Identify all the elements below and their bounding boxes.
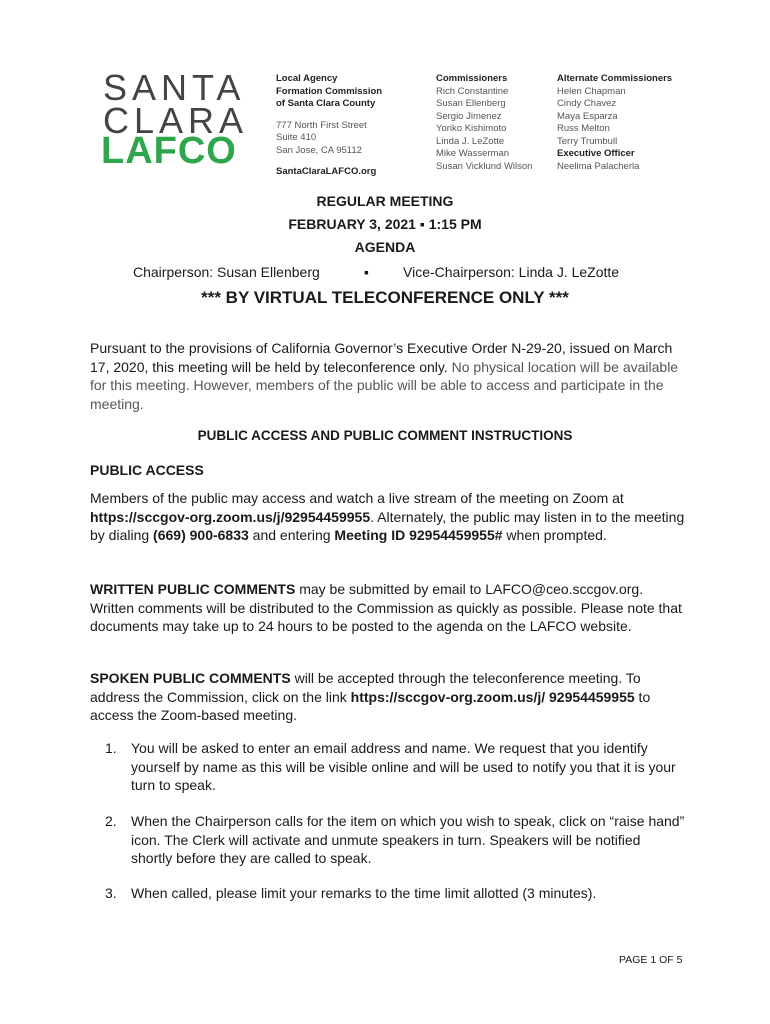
zoom-link[interactable]: https://sccgov-org.zoom.us/j/92954459955 (90, 508, 371, 525)
commissioners-heading: Commissioners (436, 73, 508, 84)
public-access-text: and entering (248, 527, 335, 543)
commissioner-name: Yoriko Kishimoto (436, 123, 507, 134)
alternate-name: Cindy Chavez (557, 98, 617, 109)
logo-santa-text: SANTA (103, 67, 246, 108)
list-item (105, 884, 685, 903)
agency-address-line1: 777 North First Street (276, 119, 367, 131)
list-item-text: When the Chairperson calls for the item on which you wish to speak, click on “raise hand” icon. The Clerk will activate and unmute speakers in turn. Speakers will be notified shortly before they are called to speak. (131, 813, 685, 866)
logo-clara-text: CLARA (103, 100, 249, 141)
spoken-zoom-link[interactable]: https://sccgov-org.zoom.us/j/ 92954459955 (350, 688, 635, 705)
commissioner-name: Rich Constantine (436, 85, 509, 97)
agency-name-line2: Formation Commission (276, 85, 383, 97)
meeting-id: Meeting ID 92954459955# (334, 527, 503, 543)
written-comments-text: may be submitted by email to LAFCO@ceo.sccgov.org. Written comments will be distributed to the Commission as quickly as possible. Please note that documents may take up to 24 hours to be posted to the agenda on the LAFCO website. (90, 581, 682, 634)
list-item-text: You will be asked to enter an email address and name. We request that you identify yourself by name as this will be visible online and will be used to notify you that it is your turn to speak. (131, 740, 676, 793)
agency-website[interactable]: SantaClaraLAFCO.org (276, 166, 377, 177)
agency-address-line2: Suite 410 (276, 132, 317, 143)
agency-name-line1: Local Agency (276, 73, 338, 84)
agency-info (276, 73, 426, 179)
agency-address-line3: San Jose, CA 95112 (276, 144, 362, 156)
list-item-number: 2. (105, 813, 117, 829)
written-comments-heading: WRITTEN PUBLIC COMMENTS (90, 581, 296, 597)
commissioner-name: Susan Ellenberg (436, 98, 506, 109)
meeting-type: REGULAR MEETING (316, 193, 454, 209)
alternates-list (557, 73, 687, 173)
public-access-text: Members of the public may access and watch a live stream of the meeting on Zoom at (90, 490, 624, 506)
spoken-comments-text: will be accepted through the teleconference meeting. To address the Commission, click on the link (90, 670, 641, 705)
alternate-name: Maya Esparza (557, 110, 618, 122)
page-number: PAGE 1 OF 5 (619, 954, 683, 966)
vice-chairperson: Vice-Chairperson: Linda J. LeZotte (403, 264, 620, 280)
list-item-number: 3. (105, 885, 117, 901)
alternate-name: Helen Chapman (557, 85, 626, 97)
executive-officer-heading: Executive Officer (557, 148, 635, 159)
meeting-date: FEBRUARY 3, 2021 ▪ 1:15 PM (288, 216, 482, 232)
commissioner-name: Mike Wasserman (436, 148, 510, 159)
alternate-name: Russ Melton (557, 123, 610, 134)
public-access-paragraph (90, 489, 685, 545)
chairperson: Chairperson: Susan Ellenberg (133, 264, 320, 280)
public-access-text: when prompted. (502, 527, 607, 543)
list-item-number: 1. (105, 740, 117, 756)
commissioner-name: Linda J. LeZotte (436, 135, 505, 147)
commissioners-list (436, 73, 551, 173)
list-item (105, 812, 685, 868)
intro-text-secondary: No physical location will be available for this meeting. However, members of the public will be able to access and participate in the meeting. (90, 358, 679, 412)
executive-officer-name: Neelima Palacherla (557, 160, 640, 172)
spoken-comments-paragraph (90, 669, 685, 725)
alternate-name: Terry Trumbull (557, 135, 618, 147)
list-item-text: When called, please limit your remarks to the time limit allotted (3 minutes). (131, 885, 597, 901)
intro-text-main: Pursuant to the provisions of California Governor’s Executive Order N-29-20, issued on March 17, 2020, this meeting will be held by teleconference only. (90, 340, 673, 375)
logo-lafco-text: LAFCO (101, 130, 237, 172)
dial-in-phone: (669) 900-6833 (153, 527, 249, 543)
commissioner-name: Sergio Jimenez (436, 110, 502, 122)
intro-paragraph (90, 339, 685, 413)
commissioner-name: Susan Vicklund Wilson (436, 160, 533, 172)
instructions-heading: PUBLIC ACCESS AND PUBLIC COMMENT INSTRUCTIONS (197, 428, 573, 443)
public-access-heading: PUBLIC ACCESS (90, 462, 204, 478)
chairs-separator: ▪ (364, 264, 369, 280)
virtual-notice: *** BY VIRTUAL TELECONFERENCE ONLY *** (201, 288, 569, 307)
list-item (105, 739, 685, 795)
agenda-title: AGENDA (354, 239, 416, 255)
spoken-comments-text: to access the Zoom-based meeting. (90, 688, 651, 723)
written-comments-paragraph (90, 580, 685, 636)
agency-name-line3: of Santa Clara County (276, 98, 376, 109)
public-access-text: . Alternately, the public may listen in to the meeting by dialing (90, 508, 685, 543)
spoken-comments-heading: SPOKEN PUBLIC COMMENTS (90, 670, 291, 686)
alternates-heading: Alternate Commissioners (557, 73, 673, 84)
